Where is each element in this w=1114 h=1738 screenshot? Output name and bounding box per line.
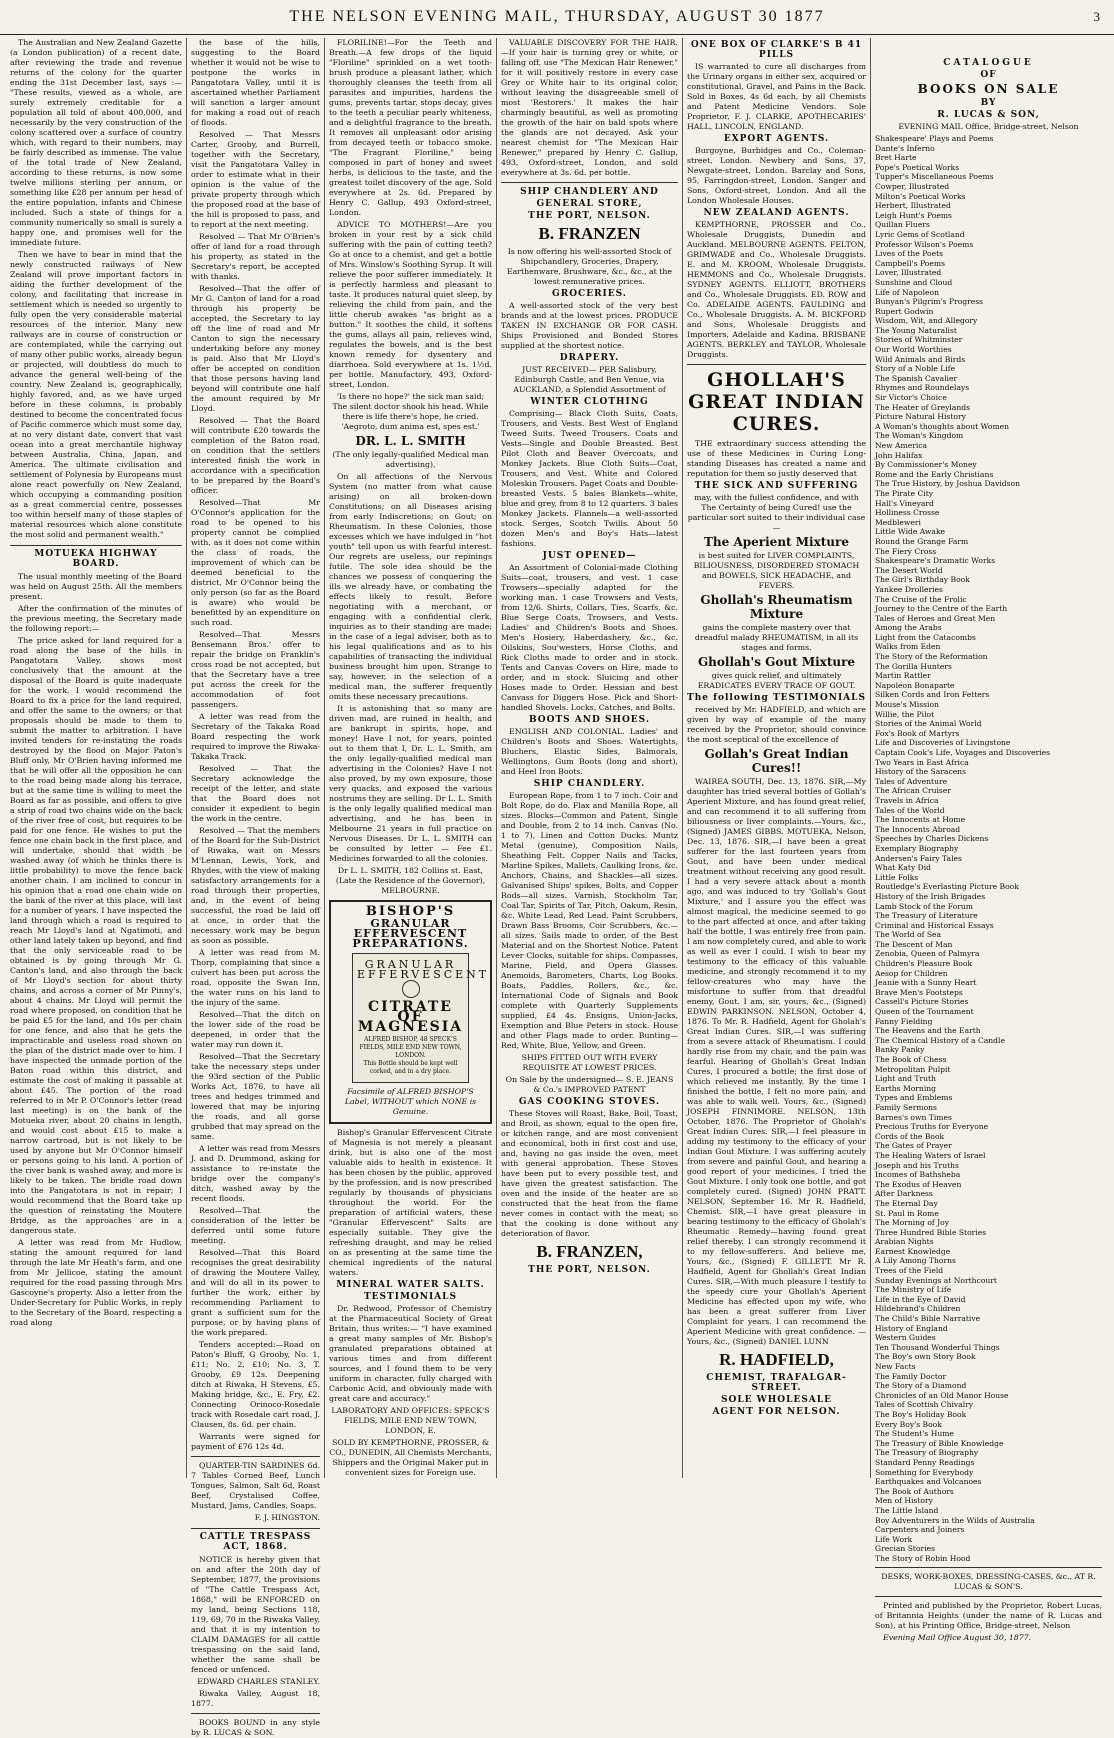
book-title: Rome and the Early Christians xyxy=(875,469,994,479)
book-title: Walks from Eden xyxy=(875,642,941,652)
bishop-description: Bishop's Granular Effervescent Citrate of Magnesia is not merely a pleasant drink, but is also one of the most valuable aids to health in existence. It has been chosen by the public, approved by the profession, and is now prescribed regularly by thousands of physicians throughout the world. For the preparation of artificial waters, these "Granular Effervescent" Salts are especially suitable. They give the refreshing draught, and may be relied on as presenting at the same time the chemical ingredients of the natural waters. xyxy=(329,1128,492,1277)
book-title: Cassell's Picture Stories xyxy=(875,997,969,1007)
ship-chandlery-list: European Rope, from 1 to 7 inch. Coir and Bolt Rope, do do. Flax and Manilla Rope, all sizes. Blocks—Common and Patent, Single and Double, from 2 to 14 inch. Canvas (No. 1 to 7), Linen and Cotton Ducks. Muntz Metal (genuine), Composition Nails, Sheathing Felt. Copper Nails and Tacks, Marline Spikes, Mallets, Caulking Irons, &c. Anchors, Chains, and Shackles—all sizes. Galvanised Ships' spikes, Bolts, and Copper Rods—all sizes. Varnish, Stockholm Tar, Coal Tar, Spirits of Tar, Pitch, Oakum, Resin, &c. White Lead, Red Lead. Paint Scrubbers, Drawn Bass Brooms, Coir Scrubbers, &c.—all sizes. Sails made to order, of the Best Material and on the Shortest Notice. Patent Lever Clocks, suitable for ships. Compasses, Marine, Field, and Opera Glasses. Anemoids, Barometers, Charts, Log Books. Boats, Paddles, Rollers, &c., &c. International Code of Signals and Book complete with Quarterly Supplements supplied, £4 4s. Ensigns, Union-Jacks, Exemption and Blue Peters in stock. House and other Flags made to order. Bunting—Red, White, Blue, Yellow, and Green. xyxy=(501,791,678,1050)
notice-signature: EDWARD CHARLES STANLEY. xyxy=(197,1677,320,1686)
article-paragraph: A letter was read from Mr Hudlow, stating the amount required for land through the late Mr Heath's farm, and one from Mr Jellicoe, stating the amount required for the road passing through Mrs Gascoyne's property. Also a letter from the Under-Secretary for Public Works, in reply to the Secretary of the Board, respecting a road along xyxy=(10,1238,182,1327)
column-5 xyxy=(682,38,870,1478)
book-title: The Heater of Greylands xyxy=(875,402,970,412)
article-paragraph: the base of the hills, suggesting to the Board whether it would not be wise to postpone the works in Pangatotara Valley, until it is ascertained whether Parliament will sanction a larger amount for making a road out of reach of floods. xyxy=(191,38,320,127)
book-title: The Desert World xyxy=(875,565,943,575)
boots-body: ENGLISH AND COLONIAL. Ladies' and Children's Boots and Shoes. Watertights, Bluchers, Elastic Sides, Balmorals, Wellingtons, Gum Boots (long and short), and Heel Iron Boots. xyxy=(501,727,678,776)
groceries-body: A well-assorted stock of the very best brands and at the lowest prices. PRODUCE TAKEN IN EXCHANGE OR FOR CASH. Ships Provisioned and Bonded Stores supplied at the shortest notice. xyxy=(501,301,678,350)
divider xyxy=(687,364,866,365)
column-2 xyxy=(186,38,324,1737)
book-title: Little Wide Awake xyxy=(875,527,946,537)
book-title: Tupper's Miscellaneous Poems xyxy=(875,172,994,182)
book-title: The Heavens and the Earth xyxy=(875,1026,981,1036)
on-sale: On Sale by the undersigned— S. E. JEANS & Co.'s IMPROVED PATENT xyxy=(505,1075,674,1094)
book-title: Lover, Illustrated xyxy=(875,268,942,278)
book-title: The Exodus of Heaven xyxy=(875,1179,962,1189)
verse-quote: 'Is there no hope?' the sick man said; The silent doctor shook his head. While there is life there's hope, he cried. 'Aegroto, dum anima est, spes est.' xyxy=(332,392,489,431)
book-list xyxy=(875,134,1102,1563)
book-title: The Student's Hume xyxy=(875,1429,954,1439)
label-effervescent: EFFERVESCENT xyxy=(357,968,490,981)
divider xyxy=(875,1596,1102,1597)
book-title: Western Guides xyxy=(875,1333,936,1343)
catalogue-by: BY xyxy=(980,98,997,108)
book-title: Exemplary Biography xyxy=(875,843,959,853)
nz-agents-heading: NEW ZEALAND AGENTS. xyxy=(703,208,850,218)
book-title: Medbleweri xyxy=(875,517,921,527)
nz-agents: KEMPTHORNE, PROSSER and Co., Wholesale Druggists, Dunedin and Auckland. MELBOURNE AGENTS. FELTON, GRIMWADE and Co., Wholesale Druggists. E. and M. KROOM, Wholesale Druggists. HEMMONS and Co., Wholesale Druggists. SYDNEY AGENTS. ELLIOTT, BROTHERS and Co., Wholesale Druggists. ED. ROW and Co. ADELAIDE AGENTS. FAULDING and Co., Wholesale Druggists. A. M. BICKFORD and Sons, Wholesale Druggists and Importers, Adelaide and Kadina. BRISBANE AGENTS. BERKLEY and TAYLOR, Wholesale Druggists. xyxy=(687,220,866,359)
book-title: The Book of Authors xyxy=(875,1486,954,1496)
drapery-heading: DRAPERY. xyxy=(559,353,620,363)
hadfield-name: R. HADFIELD, xyxy=(719,1350,834,1369)
book-title: Tales of Scottish Chivalry xyxy=(875,1400,974,1410)
book-title: Silken Cords and Iron Fetters xyxy=(875,690,990,700)
ghollah-intro: THE extraordinary success attending the use of these Medicines in Curing Long-standing Diseases has created a name and reputation for them so justly deserved that xyxy=(687,439,866,478)
label-granular: GRANULAR xyxy=(364,958,457,971)
resolution: Resolved — That the Board will contribute £20 towards the completion of the Baton road, on condition that the settlers interested finish the work in accordance with a specification to be prepared by the Board's officer. xyxy=(191,416,320,495)
book-title: Life and Discoveries of Livingstone xyxy=(875,738,1011,748)
book-title: Light from the Catacombs xyxy=(875,632,976,642)
book-title: The Pirate City xyxy=(875,488,934,498)
franzen-address: THE PORT, NELSON. xyxy=(528,1265,651,1275)
book-title: Wild Animals and Birds xyxy=(875,354,966,364)
book-title: Little Folks xyxy=(875,872,919,882)
book-title: Quillan Fluers xyxy=(875,220,930,230)
book-title: The Boy's own Story Book xyxy=(875,1352,976,1362)
facsimile-caption: Facsimile of ALFRED BISHOP'S Label, WITHOUT which NONE is Genuine. xyxy=(344,1087,477,1116)
column-4 xyxy=(496,38,682,1478)
book-title: Earths Morning xyxy=(875,1083,937,1093)
book-title: The Descent of Man xyxy=(875,939,953,949)
book-title: Brave Men's Footsteps xyxy=(875,987,963,997)
book-title: Jeanie with a Sunny Heart xyxy=(875,978,977,988)
masthead xyxy=(0,0,1114,35)
imprint-date: Evening Mail Office August 30, 1877. xyxy=(883,1633,1032,1643)
resolution: Resolved—That this Board recognises the great desirability of drawing the Moutere Valley, and will do all in its power to further the work, either by recommending Parliament to grant a sufficient sum for the purpose, or by having plans of the work prepared. xyxy=(191,1248,320,1337)
testimonials-intro: received by Mr. HADFIELD, and which are given by way of example of the many received by the Proprietor, should convince the most sceptical of the excellence of xyxy=(687,705,866,744)
book-title: The Young Naturalist xyxy=(875,325,957,335)
great-indian-cures: Gollah's Great Indian Cures!! xyxy=(704,747,849,775)
masthead-title: THE NELSON EVENING MAIL, THURSDAY, AUGUST 30 1877 xyxy=(289,8,825,25)
book-title: Zenobia, Queen of Palmyra xyxy=(875,949,980,959)
book-title: The Book of Chess xyxy=(875,1055,947,1064)
imprint: Printed and published by the Proprietor, Robert Lucas, of Britannia Heights (under the name of R. Lucas and Son), at his Printing Office, Bridge-street, Nelson xyxy=(875,1601,1102,1631)
book-title: The Eternal Day xyxy=(875,1198,938,1208)
secretary-report: The price asked for land required for a road along the base of the hills in Pangatotara Valley, shows most conclusively that the amount at the disposal of the Board is quite inadequate for the work. I would recommend the Board to fix a price for the land required, and offer the same to the owners; or that proposals should be made to them to submit the matter to arbitration. I have invited tenders for re-instating the roads destroyed by the flood on Major Paton's Bluff only, Mr O'Brien having informed me that he will offer all the opposition he can to the road being made along his terrace, but at the same time is willing to meet the Board as far as possible, and offers to give a strip of road two chains wide on the back of the river free of cost, but requires to be paid for one fence. He wishes to put the fence one chain back in the first place, and will undertake, should that width be washed away (of which he thinks there is little probability) to move the fence back another chain. I am inclined to concur in his opinion that a road one chain wide on the bank of the river at this place, will last for a number of years. I have inspected the land through which a road is required to reach Mr Lloyd's land at Ngatimoti, and other land lately taken up beyond, and find that the only serviceable road to be obtained is by going through Mr G. Canton's land, and also through the back of Mr Lloyd's section for about thirty chains, and across a corner of Mr Pinny's, about 4 chains. Mr Lloyd will permit the road where proposed, on condition that he be paid £5 for the land, and 10s per chain for one fence, and also that he gets the impracticable and useless road shown on the plan of the district made over to him. I have inspected the unmade portion of the Baton road within this district, and estimate the cost of making it passable at about £45. The portion of the road referred to in Mr P. O'Connor's letter (read last meeting) is on the bank of the Motueka river, about 20 chains in length, and would cost about £15 to make a narrow cartroad, but is not likely to be used by anyone but Mr O'Connor himself or persons going to his land. A portion of the river bank is washed away, and more is likely to be taken. The bridle road down into the Pangatotara is not in repair; I would recommend that the Board take up the question of reinstating the Moutere Bridge, as the approaches are in a dangerous state. xyxy=(10,636,182,1235)
book-title: Among the Arabs xyxy=(875,623,942,633)
aperient-heading: The Aperient Mixture xyxy=(704,535,849,549)
book-title: Earthquakes and Volcanoes xyxy=(875,1477,982,1487)
resolution: Resolved—That the ditch on the lower side of the road be deepened, in order that the water may run down it. xyxy=(191,1010,320,1049)
catalogue-heading: CATALOGUE xyxy=(943,58,1034,68)
book-title: Carpenters and Joiners xyxy=(875,1525,965,1535)
general-store-heading: GENERAL STORE, xyxy=(536,199,643,209)
book-title: History of the Saracens xyxy=(875,767,966,777)
book-title: What Katy Did xyxy=(875,863,932,873)
just-opened-heading: JUST OPENED— xyxy=(542,551,637,561)
book-title: Cowper, Illustrated xyxy=(875,181,950,191)
book-title: Grecian Stories xyxy=(875,1544,935,1554)
book-title: Lives of the Poets xyxy=(875,249,944,259)
book-title: Holliness Crosse xyxy=(875,508,940,518)
bishop-testimonial: Dr. Redwood, Professor of Chemistry at the Pharmaceutical Society of Great Britain, thus writes:— "I have examined a great many samples of Mr. Bishop's granulated preparations obtained at various times and from different sources, and I found them to be very uniform in character, fully charged with Carbonic Acid, and obviously made with great care and accuracy." xyxy=(329,1304,492,1403)
book-title: Pope's Poetical Works xyxy=(875,162,960,172)
book-title: The Story of a Diamond xyxy=(875,1381,967,1391)
label-maker: ALFRED BISHOP, 48 SPECK'S FIELDS, MILE END NEW TOWN, LONDON. xyxy=(359,1036,462,1059)
book-title: Sunday Evenings at Northcourt xyxy=(875,1275,997,1285)
book-title: The African Cruiser xyxy=(875,786,951,796)
magnesia-label-image xyxy=(352,953,490,1083)
book-title: Shakespeare' Plays and Poems xyxy=(875,134,994,143)
book-title: Dante's Inferno xyxy=(875,143,935,153)
gas-stoves-body: These Stoves will Roast, Bake, Boil, Toast, and Broil, as shown, equal to the open fire, or kitchen range, and are most convenient and economical, both in first cost and use, and, having no gas inside the oven, meet with general approbation. These Stoves have been put to every possible test, and have given the greatest satisfaction. The oven and the inside of the heater are so constructed that the heat from the flame never comes in contact with the meat; so that the cooking is done without any deterioration of flavor. xyxy=(501,1109,678,1238)
book-title: Lyric Gems of Scotland xyxy=(875,229,965,239)
book-title: Family Sermons xyxy=(875,1102,937,1112)
book-title: The Innocents Abroad xyxy=(875,824,961,834)
boots-heading: BOOTS AND SHOES. xyxy=(529,715,650,725)
book-title: Earnest Knowledge xyxy=(875,1246,951,1256)
book-title: Milton's Poetical Works xyxy=(875,191,966,201)
book-title: Every Boy's Book xyxy=(875,1419,942,1429)
heading-motueka-highway-board: MOTUEKA HIGHWAY BOARD. xyxy=(10,545,182,569)
book-title: Stories of the Animal World xyxy=(875,719,982,729)
book-title: Ten Thousand Wonderful Things xyxy=(875,1342,1000,1352)
book-title: Cords of the Book xyxy=(875,1131,945,1141)
franzen-intro: Is now offering his well-assorted Stock of Shipchandlery, Groceries, Drapery, Earthenware, Brushware, &c., &c., at the lowest remunerative prices. xyxy=(506,247,673,286)
book-title: Chronicles of an Old Manor House xyxy=(875,1390,1009,1400)
ad-smith-title: DR. L. L. SMITH xyxy=(355,434,466,448)
book-title: Arabian Nights xyxy=(875,1237,934,1247)
warrants: Warrants were signed for payment of £76 12s 4d. xyxy=(191,1432,320,1451)
article-gazette-body: Then we have to bear in mind that the newly constructed railways of New Zealand will prove important factors in aiding the further development of the colony, and facilitating that increase in settlement which is needed so urgently to fully open the very considerable material resources of the interior. Many new railways are in course of construction or are contemplated, while the carrying out of many other public works, already begun or projected, will doubtless do much to advance the general well-being of the country. New Zealand is, geographically, highly favored, and, as we have urged before in these columns, is probably destined to become the concentrated focus of Pacific commerce which must some day, at no very distant date, convert that vast ocean into a great merchantile highway between Australia, China, Japan, and America. The ultimate civilisation and settlement of Polynesia by Europeans must alone react powerfully on New Zealand, which occupying a commanding position as a great commercial centre, possesses too within herself many of those staples of material resources which alone constitute the most solid and permanent wealth." xyxy=(10,250,182,539)
book-title: Rhymes and Roundelays xyxy=(875,383,970,393)
book-title: Willie, the Pilot xyxy=(875,709,935,719)
book-title: Fox's Book of Martyrs xyxy=(875,728,960,738)
book-title: Barnes's own Times xyxy=(875,1112,952,1122)
rheumatism-body: gains the complete mastery over that dreadful malady RHEUMATISM, in all its stages and forms. xyxy=(694,623,859,652)
book-title: Incomes of Bathsheba xyxy=(875,1170,961,1180)
divider xyxy=(875,1567,1102,1568)
book-title: Metropolitan Pulpit xyxy=(875,1064,951,1074)
sole-wholesale: SOLE WHOLESALE xyxy=(721,1395,832,1405)
book-title: Lamb Stock of the Forum xyxy=(875,901,973,911)
book-title: New America xyxy=(875,441,928,450)
ad-floriline: FLORILINE!—For the Teeth and Breath.—A few drops of the liquid "Floriline" sprinkled on a wet tooth-brush produce a pleasant lather, which thoroughly cleanses the teeth from all parasites and impurities, hardens the gums, prevents tartar, stops decay, gives to the teeth a peculiar pearly whiteness, and a delightful fragrance to the breath. It removes all unpleasant odor arising from decayed teeth or tobacco smoke. "The Fragrant Floriline," being composed in part of honey and sweet herbs, is delicious to the taste, and the greatest toilet discovery of the age. Sold everywhere at 2s. 6d. Prepared by Henry C. Gallup, 493 Oxford-street, London. xyxy=(329,38,492,217)
testimonials-heading: The following TESTIMONIALS xyxy=(687,693,866,703)
aperient-body: is best suited for LIVER COMPLAINTS, BILIOUSNESS, DISORDERED STOMACH and BOWELS, SICK HEADACHE, and FEVERS. xyxy=(693,551,860,590)
franzen-name: B. FRANZEN xyxy=(538,224,641,243)
book-title: The Fiery Cross xyxy=(875,546,937,556)
ship-chandlery-list-heading: SHIP CHANDLERY. xyxy=(533,779,646,789)
book-title: Leigh Hunt's Poems xyxy=(875,210,952,220)
book-title: The Spanish Cavalier xyxy=(875,373,958,383)
column-3 xyxy=(324,38,496,1478)
book-title: Herbert, Illustrated xyxy=(875,201,951,211)
ad-smith-body: On all affections of the Nervous System (no matter from what cause arising) on all broken-down Constitutions; on all Diseases arising from early Indiscretions; on Gout; on Rheumatism. In these Colonies, those excesses which we have indulged in "hot youth" tell upon us with fearful interest. Our regrets are useless, our repinings futile. The sole idea should be the chances we possess of conquering the ills we already have, or combating the effects likely to result. Before negotiating with a merchant, or engaging with a confidential clerk, inquiries as to their standing are made; in the case of a legal adviser, both as to his legal qualifications and as to his capabilities of transacting the individual business brought him upon. Strange to say, however, in the selection of a medical man, the sufferer frequently omits these necessary precautions. xyxy=(329,472,492,701)
ships-fitted: SHIPS FITTED OUT WITH EVERY REQUISITE AT LOWEST PRICES. xyxy=(521,1053,658,1072)
book-title: John Halifax xyxy=(875,450,923,460)
book-title: Speeches by Charles Dickens xyxy=(875,834,989,844)
book-title: Tales of Adventure xyxy=(875,776,948,786)
book-title: Andersen's Fairy Tales xyxy=(875,853,962,863)
book-title: The Treasury of Bible Knowledge xyxy=(875,1438,1004,1448)
book-title: Captain Cook's Life, Voyages and Discoveries xyxy=(875,748,1051,757)
book-title: A Woman's thoughts about Women xyxy=(875,421,1010,431)
book-title: Bret Harte xyxy=(875,153,917,163)
notice-date: Riwaka Valley, August 18, 1877. xyxy=(191,1689,320,1708)
book-title: Tales of the World xyxy=(875,805,945,815)
book-title: A Lily Among Thorns xyxy=(875,1256,956,1266)
page-number: 3 xyxy=(1093,9,1102,24)
book-title: Banky Panky xyxy=(875,1045,925,1055)
resolution: Resolved — That the members of the Board for the Sub-District of Riwaka, wait on Messrs M'Lennan, Lewis, York, and Rhydes, with the view of making satisfactory arrangements for a road through their properties, and, in the event of being successful, the road be laid off at once, in order that the necessary work may be begun as soon as possible. xyxy=(191,826,320,945)
mineral-water-salts: MINERAL WATER SALTS. xyxy=(336,1280,485,1290)
book-title: Men of History xyxy=(875,1496,933,1506)
book-title: Queen of the Tournament xyxy=(875,1007,974,1017)
book-title: Wisdom, Wit, and Allegory xyxy=(875,316,978,326)
book-title: After Darkness xyxy=(875,1189,933,1199)
book-title: Light and Truth xyxy=(875,1074,936,1084)
book-title: Travels in Africa xyxy=(875,795,939,805)
tenders: Tenders accepted:—Road on Paton's Bluff, G Grooby, No. 1, £11; No. 2, £10; No. 3, T. Grooby, £9 12s. Deepening ditch at Riwaka, H Stevens, £5. Making bridge, &c., E. Fry, £2. Connecting Orinoco-Rosedale track with Rosedale cart road, J. Clausen, 8s. 6d. per chain. xyxy=(191,1340,320,1429)
book-title: Standard Penny Readings xyxy=(875,1457,975,1467)
notice-body: NOTICE is hereby given that on and after the 20th day of September, 1877, the provisions of "The Cattle Trespass Act, 1868," will be ENFORCED on my land, being Sections 118, 119, 69, 70 in the Riwaka Valley, and that it is my intention to CLAIM DAMAGES for all cattle trespassing on the said land, whether the same shall be fenced or unfenced. xyxy=(191,1555,320,1674)
book-title: The Innocents at Home xyxy=(875,815,966,825)
port-nelson: THE PORT, NELSON. xyxy=(528,211,651,221)
resolution: Resolved — That Mr O'Brien's offer of land for a road through his property, as stated in the Secretary's report, be accepted with thanks. xyxy=(191,232,320,281)
column-6 xyxy=(870,38,1106,1643)
book-title: Rupert Godwin xyxy=(875,306,934,316)
seal-icon xyxy=(402,980,420,998)
ship-chandlery-heading: SHIP CHANDLERY AND xyxy=(520,187,659,197)
gas-stoves-heading: GAS COOKING STOVES. xyxy=(518,1097,661,1107)
ad-signature: F. J. HINGSTON. xyxy=(254,1513,320,1522)
franzen-name-2: B. FRANZEN, xyxy=(536,1242,643,1261)
book-title: Stories of Whitminster xyxy=(875,335,963,345)
book-title: The True History, by Joshua Davidson xyxy=(875,479,1021,489)
catalogue-lucas: R. LUCAS & SON, xyxy=(937,110,1040,120)
gout-heading: Ghollah's Gout Mixture xyxy=(697,655,856,669)
winter-clothing-list: Comprising— Black Cloth Suits, Coats, Trousers, and Vests. Best West of England Tweed Suits. Tweed Trousers. Coats and Vests—Single and Double Breasted. Best Pilot Cloth and Beaver Overcoats, and Monkey Jackets. Blue Cloth Suits—Coat, Trousers, and Vest. White and Colored Moleskin Trousers. Paget Coats and Double-breasted Vests. 5 bales Blankets—white, blue and grey, from 8 to 12 quarters. 3 bales Monkey Jackets. Flannels—a well-assorted stock. Serges, Scotch Twills. About 50 dozen Men's and Boy's Hats—latest fashions. xyxy=(501,409,678,548)
ad-books-bound: BOOKS BOUND in any style by R. LUCAS & SON. xyxy=(191,1718,320,1737)
article-paragraph: After the confirmation of the minutes of the previous meeting, the Secretary made the following report:— xyxy=(10,604,182,633)
book-title: Aesop for Children xyxy=(875,968,948,978)
book-title: The Healing Waters of Israel xyxy=(875,1150,986,1160)
book-title: The Morning of Joy xyxy=(875,1218,950,1228)
resolution: Resolved—That the consideration of the letter be deferred until some future meeting. xyxy=(191,1206,320,1245)
book-title: Martin Rattler xyxy=(875,671,931,681)
book-title: The Girl's Birthday Book xyxy=(875,575,970,585)
book-title: Hildebrand's Children xyxy=(875,1304,961,1314)
desks-ad: DESKS, WORK-BOXES, DRESSING-CASES, &c., AT R. LUCAS & SON'S. xyxy=(881,1572,1096,1592)
book-title: History of England xyxy=(875,1323,948,1333)
ad-hair-renewer: VALUABLE DISCOVERY FOR THE HAIR.—If your hair is turning grey or white, or falling off, use "The Mexican Hair Renewer," for it will positively restore in every case Grey or White hair to its original color, without leaving the disagreeable smell of most 'Restorers.' It makes the hair charmingly beautiful, as well as promoting the growth of the hair on bald spots where the glands are not decayed. Ask your nearest chemist for "The Mexican Hair Renewer," prepared by Henry C. Gallup, 493, Oxford-street, London, and sold everywhere at 3s. 6d. per bottle. xyxy=(501,38,678,177)
book-title: Types and Emblems xyxy=(875,1093,953,1103)
book-title: The World of Sea xyxy=(875,930,942,940)
book-title: By Commissioner's Money xyxy=(875,460,977,470)
book-title: The Treasury of Literature xyxy=(875,911,978,921)
winter-clothing-heading: WINTER CLOTHING xyxy=(530,397,649,407)
book-title: The Treasury of Biography xyxy=(875,1448,979,1458)
books-on-sale: BOOKS ON SALE xyxy=(917,82,1060,96)
article-gazette-intro: The Australian and New Zealand Gazette (a London publication) of a recent date, after reviewing the trade and revenue returns of the colony for the quarter ending the 31st December last, says :— "These results, viewed as a whole, are surely extremely creditable for a population all told of about 400,000, and necessarily by the very construction of the colony scattered over a surface of country which, with regard to their numbers, may be fairly described as immense. The value of the total trade of New Zealand, according to these returns, is now some twelve millions sterling per annum, or something like £28 per annum per head of the entire population, infants and Chinese included. Such a state of things for a community numerically so small is surely a happy one, and promises well for the immediate future. xyxy=(10,38,182,247)
book-title: Campbell's Poems xyxy=(875,258,945,268)
book-title: Something for Everybody xyxy=(875,1467,974,1477)
divider xyxy=(501,182,678,183)
book-title: Sunshine and Cloud xyxy=(875,277,953,287)
label-note: This Bottle should be kept well corked, and in a dry place. xyxy=(363,1060,458,1075)
ad-sardines: QUARTER-TIN SARDINES 6d. 7 Tables Corned Beef, Lunch Tongues, Salmon, Salt 6d, Roast Beef, Crystalised Coffee, Mustard, Jams, Candles, Soaps. xyxy=(191,1461,320,1510)
catalogue-office: EVENING MAIL Office, Bridge-street, Nelson xyxy=(898,122,1079,131)
just-opened-list: An Assortment of Colonial-made Clothing Suits—coat, trousers, and vest. 1 case Trowsers—specially adapted for the working man. 1 case Trowsers and Vests, from 12/6. Shirts, Collars, Ties, Scarfs, &c. Blue Serge Coats, Trowsers, and Vests. Ladies' and Children's Boots and Shoes. Men's Hosiery, Haberdashery, &c., &c. Oilskins, Sou'westers, Horse Cloths, and Rick Cloths made to order and in stock. Tents and Canvas Covers on Hire, made to order, and in stock. Sluicing and other Hoses made to Order. Hessian and best Canvass for Diggers Hose. Pick and Short-handled Shovels. Locks, Catches, and Bolts. xyxy=(501,563,678,712)
book-title: The Story of Robin Hood xyxy=(875,1553,971,1563)
resolution: Resolved—That Messrs Bensemann Bros.' offer to repair the bridge on Franklin's cross road be not accepted, but that the Secretary have a tree put across the creek for the accommodation of foot passengers. xyxy=(191,630,320,709)
article-paragraph: The usual monthly meeting of the Board was held on August 25th. All the members present. xyxy=(10,572,182,601)
ad-bishop-box xyxy=(329,900,492,1124)
book-title: Picture Natural History xyxy=(875,412,966,422)
book-title: Professor Wilson's Poems xyxy=(875,239,974,249)
book-title: Joseph and his Truths xyxy=(875,1160,959,1170)
sick-and-suffering: THE SICK AND SUFFERING xyxy=(694,481,859,491)
bishop-laboratory: LABORATORY AND OFFICES: SPECK'S FIELDS, MILE END NEW TOWN, LONDON, E. xyxy=(331,1406,490,1435)
book-title: History of the Irish Brigades xyxy=(875,891,986,901)
divider xyxy=(191,1713,320,1714)
columns xyxy=(6,38,1106,1737)
book-title: Yankee Drolleries xyxy=(875,584,943,594)
book-title: The Boy's Holiday Book xyxy=(875,1409,967,1419)
ad-smith-body-2: It is astonishing that so many are driven mad, are ruined in health, and are bankrupt in spirits, hope, and money! Have I not, for years, pointed out to them that I, Dr. L. L. Smith, am the only legally-qualified medical man advertising in the Colonies? Have I not also proved, by my own exposure, those very quacks, and exposed the various nostrums they are selling. Dr L. L. Smith is the only legally qualified medical man advertising, and he has been in Melbourne 21 years in full practice on Nervous Diseases. Dr L. L. SMITH can be consulted by letter — Fee £1. Medicines forwarded to all the colonies. xyxy=(329,704,492,863)
book-title: The Child's Bible Narrative xyxy=(875,1314,981,1324)
book-title: Trees of the Field xyxy=(875,1266,944,1276)
book-title: Precious Truths for Everyone xyxy=(875,1122,989,1132)
heading-cattle-trespass: CATTLE TRESPASS ACT, 1868. xyxy=(191,1528,320,1552)
book-title: Napoleon Bonaparte xyxy=(875,680,955,690)
gout-body: gives quick relief, and ultimately ERADICATES EVERY TRACE OF GOUT. xyxy=(697,671,856,690)
book-title: Round the Grange Farm xyxy=(875,536,969,546)
book-title: The Ministry of Life xyxy=(875,1285,952,1295)
book-title: Two Years in East Africa xyxy=(875,757,969,767)
groceries-heading: GROCERIES. xyxy=(552,289,627,299)
book-title: Hall's Vineyard xyxy=(875,498,934,508)
drapery-body: JUST RECEIVED— PER Salisbury, Edinburgh Castle, and Ben Venue, via AUCKLAND, a Splendid Assortment of xyxy=(513,365,666,394)
book-title: Story of a Noble Life xyxy=(875,364,956,374)
export-agents: Burgoyne, Burbidges and Co., Coleman-street, London. Newbery and Sons, 37, Newgate-street, London. Barclay and Sons, 95, Farringdon-street, London. Sanger and Sons, Oxford-street, London. And all the London Wholesale Houses. xyxy=(687,146,866,205)
book-title: Tales of Heroes and Great Men xyxy=(875,613,996,623)
export-agents-heading: EXPORT AGENTS. xyxy=(723,134,830,144)
book-title: The Gorilla Hunters xyxy=(875,661,952,671)
sick-body: may, with the fullest confidence, and with The Certainty of being Cured! use the particular sort suited to their individual case— xyxy=(687,493,866,532)
article-paragraph: A letter was read from the Secretary of the Takaka Road Board respecting the work required to improve the Riwaka-Takaka Track. xyxy=(191,712,320,761)
book-title: Boy Adventurers in the Wilds of Australia xyxy=(875,1515,1035,1525)
testimonials-heading: TESTIMONIALS xyxy=(363,1292,457,1302)
book-title: Fanny Fielding xyxy=(875,1016,933,1026)
book-title: The Gates of Prayer xyxy=(875,1141,952,1151)
bishop-subtitle: GRANULAR EFFERVESCENT PREPARATIONS. xyxy=(352,917,469,950)
book-title: Routledge's Everlasting Picture Book xyxy=(875,882,1019,892)
book-title: The Family Doctor xyxy=(875,1371,947,1381)
agent-for-nelson: AGENT FOR NELSON. xyxy=(712,1407,841,1417)
hadfield-address: CHEMIST, TRAFALGAR-STREET. xyxy=(706,1373,847,1393)
ad-smith-address: Dr L. L. SMITH, 182 Collins st. East, (Late the Residence of the Governor), MELBOURNE. xyxy=(335,866,486,895)
book-title: Three Hundred Bible Stories xyxy=(875,1227,987,1237)
divider xyxy=(191,1456,320,1457)
ghollah-heading: GHOLLAH'S GREAT INDIAN CURES. xyxy=(688,369,865,435)
book-title: The Cruise of the Frolic xyxy=(875,594,967,604)
book-title: Sir Victor's Choice xyxy=(875,393,947,403)
article-paragraph: A letter was read from M. Thorp, complaining that since a culvert has been put across the road, opposite the Swan Inn, the water runs on his land to the injury of the same. xyxy=(191,948,320,1007)
book-title: The Little Island xyxy=(875,1505,939,1515)
book-title: Journey to the Centre of the Earth xyxy=(875,604,1008,614)
testimonial-letters: WAIREA SOUTH, Dec. 13, 1876. SIR,—My daughter has tried several bottles of Gollah's Aperient Mixture, and has found great relief, and can recommend it to all suffering from biliousness or liver complaints.—Yours, &c., (Signed) JAMES GIBBS. MOTUEKA, Nelson, Dec. 13, 1876. SIR,—I have been a great sufferer for the last fourteen years from Gout, and have been under medical treatment without receiving any good result. I had a very severe attack about a month ago, and was induced to try 'Gollah's Gout Mixture,' and I assure you the effect was almost magical, the medicine seemed to go to the part affected at once, and after taking half the bottle, I was entirely free from pain. I am now completely cured, and able to work as well as ever I could. I wish to bear my testimony to the efficacy of this valuable medicine, and strongly recommend it to my fellow-creatures who may have the misfortune to suffer from that dreadful enemy, Gout. I am, sir, yours, &c., (Signed) EDWIN PARKINSON. NELSON, October 4, 1876. To Mr. R. Hadfield, Agent for Gholah's Great Indian Cures. SIR,—I was suffering from a severe attack of Rheumatism. I could hardly rise from my chair, and the pain was fearful. Hearing of Ghollah's Great Indian Cures, I procured a bottle; the first dose of which relieved me instantly. By the time I finished the bottle, I felt no more pain, and was able to walk well. Yours, &c., (Signed) JOSEPH FINNIMORE. NELSON, 13th October, 1876. The Proprietor of Gholah's Great Indian Cures. SIR,—I feel pleasure in adding my testimony to the efficacy of your Indian Gout Mixture. I was suffering acutely from severe and painful Gout, and hearing a good report of your medicines, I tried the Gout Mixture. I only took one bottle, and got completely cured. (Signed) JOHN PRATT. NELSON, September 16. Mr R. Hadfield, Chemist. SIR,—I have great pleasure in bearing testimony to the efficacy of Gholah's Rheumatic Remedy—having found great relief thereby. I can strongly recommend it to my fellow-sufferers. And believe me, Yours, &c., (Signed) F. GILLETT. Mr R. Hadfield, Agent for Ghollah's Great Indian Cures. SIR,—With much pleasure I testify to the speedy cure your Ghollah's Aperient Medicine has effected upon my wife, who has been a great sufferer from Liver Complaint for years. I can recommend the Aperient Medicine with great confidence. —Yours, &c., (Signed) DANIEL LUNN xyxy=(687,777,866,1346)
book-title: The Story of the Reformation xyxy=(875,652,988,662)
clarkes-pills-body: IS warranted to cure all discharges from the Urinary organs in either sex, acquired or constitutional, Gravel, and Pains in the Back. Sold in Boxes, 4s 6d each, by all Chemists and Patent Medicine Vendors. Sole Proprietor, F. J. CLARKE, APOTHECARIES' HALL, LINCOLN, ENGLAND. xyxy=(687,62,866,131)
ad-advice-to-mothers: ADVICE TO MOTHERS!—Are you broken in your rest by a sick child suffering with the pain of cutting teeth? Go at once to a chemist, and get a bottle of Mrs. Winslow's Soothing Syrup. It will relieve the poor sufferer immediately. It is perfectly harmless and pleasant to taste. It produces natural quiet sleep, by relieving the child from pain, and the little cherub awakes "as bright as a button." It soothes the child, it softens the gums, allays all pain, relieves wind, regulates the bowels, and is the best known remedy for dysentery and diarrhoea. Sold everywhere at 1s. 1½d. per bottle. Manufactory, 493, Oxford-street, London. xyxy=(329,220,492,389)
rheumatism-heading: Ghollah's Rheumatism Mixture xyxy=(700,593,853,621)
book-title: Shakespeare's Dramatic Works xyxy=(875,556,996,566)
book-title: Life in the Eye of David xyxy=(875,1294,966,1304)
column-1 xyxy=(6,38,186,1478)
article-paragraph: A letter was read from Messrs J. and D. Drummond, asking for assistance to re-instate the bridge over the company's ditch, washed away by the recent floods. xyxy=(191,1144,320,1203)
resolution: Resolved—That the Secretary take the necessary steps under the 93rd section of the Public Works Act, 1876, to have all trees and hedges trimmed and lowered that may be injuring the roads, and all gorse grubbed that may spread on the same. xyxy=(191,1052,320,1141)
book-title: Mouse's Mission xyxy=(875,700,939,710)
book-title: The Woman's Kingdom xyxy=(875,431,964,441)
ad-smith-subtitle: (The only legally-qualified Medical man advertising), xyxy=(332,450,489,469)
clarkes-pills-heading: ONE BOX OF CLARKE'S B 41 PILLS xyxy=(690,40,863,60)
resolution: Resolved — That the Secretary acknowledge the receipt of the letter, and state that the Board does not consider it expedient to begin the work in the centre. xyxy=(191,764,320,823)
resolution: Resolved—That Mr O'Connor's application for the road to be opened to his property cannot be complied with, as it does not come within the class of roads, the improvement of which can be deemed beneficial to the district, Mr O'Connor being the only person (so far as the Board is aware) who would be benefitted by an expenditure on such road. xyxy=(191,498,320,627)
label-citrate: CITRATE OF MAGNESIA xyxy=(357,999,464,1035)
bishop-sold-by: SOLD BY KEMPTHORNE, PROSSER, & CO., DUNEDIN, All Chemists Merchants, Shippers and the Original Maker put in convenient sizes for Foreign use. xyxy=(329,1438,492,1477)
bishop-title: BISHOP'S xyxy=(365,904,456,919)
book-title: Life of Napoleon xyxy=(875,287,939,297)
catalogue-of: OF xyxy=(980,70,997,80)
book-title: Children's Pleasure Book xyxy=(875,959,973,969)
book-title: Bunyan's Pilgrim's Progress xyxy=(875,297,984,307)
resolution: Resolved — That Messrs Carter, Grooby, and Burrell, together with the Secretary, visit the Pangatotara Valley in order to estimate what in their opinion is the value of the private property through which the proposed road at the base of the hill is proposed to pass, and to report at the next meeting. xyxy=(191,130,320,229)
book-title: Criminal and Historical Essays xyxy=(875,920,994,930)
book-title: Life Work xyxy=(875,1534,913,1544)
book-title: Our World Worthies xyxy=(875,345,952,355)
book-title: St. Paul in Rome xyxy=(875,1208,939,1218)
book-title: The Chemical History of a Candle xyxy=(875,1035,1005,1045)
resolution: Resolved—That the offer of Mr G. Canton of land for a road through his property be accepted, the Secretary to lay off the line of road and Mr Canton to sign the necessary undertaking before any money is paid. Also that Mr Lloyd's offer be accepted on condition that those persons having land beyond will contribute one half the amount required by Mr Lloyd. xyxy=(191,284,320,413)
book-title: New Facts xyxy=(875,1362,916,1371)
